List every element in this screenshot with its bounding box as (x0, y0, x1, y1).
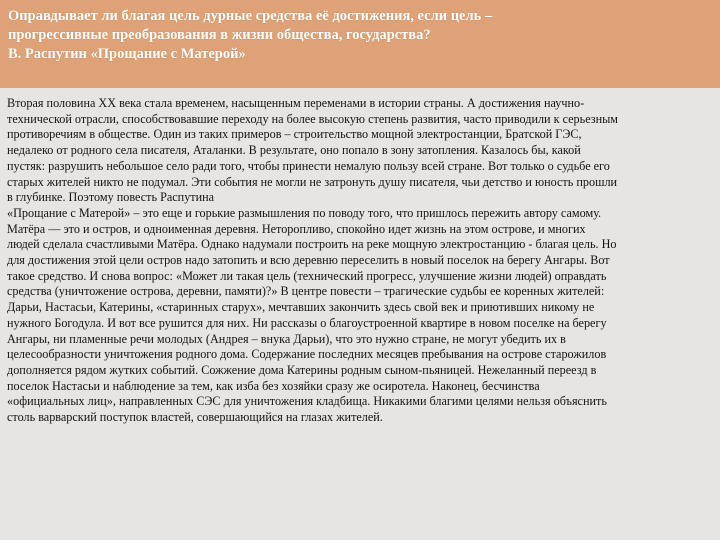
text-line: целесообразности уничтожения родного дома. Содержание последних месяцев пребывания на острове старожилов (7, 347, 607, 362)
text-line: Ангары, ни пламенные речи молодых (Андрея – внука Дарьи), что это нужно стране, не могут убедить их в (7, 331, 566, 346)
text-line: столь варварский поступок властей, совершающийся на глазах жителей. (7, 410, 383, 425)
text-line: в глубинке. Поэтому повесть Распутина (7, 190, 215, 205)
text-line: Вторая половина XX века стала временем, насыщенным переменами в истории страны. А достижения научно- (7, 96, 585, 110)
text-line: нужного Богодула. И вот все рушится для них. Ни рассказы о благоустроенной квартире в новом поселке на берегу (7, 315, 607, 330)
text-line: средства (уничтожение острова, деревни, памяти)?» В центре повести – трагические судьбы ее коренных жителей: (7, 284, 605, 299)
text-line: старых жителей никто не подумал. Эти события не могли не затронуть душу писателя, чьи детство и юность прошли (7, 174, 618, 189)
title-line-2: прогрессивные преобразования в жизни общества, государства? (8, 27, 431, 43)
title-banner (0, 0, 720, 88)
text-line: дополняется рядом жутких событий. Сожжение дома Катерины родным сыном-пьяницей. Нежеланный переезд в (7, 362, 597, 377)
title-line-1: Оправдывает ли благая цель дурные средства её достижения, если цель – (8, 8, 493, 24)
text-line: людей сделала счастливыми Матёра. Однако надумали построить на реке мощную электростанцию - благая цель. Но (7, 237, 617, 252)
text-line: Матёра — это и остров, и одноименная деревня. Неторопливо, спокойно идет жизнь на этом острове, и многих (7, 221, 586, 236)
text-line: «Прощание с Матерой» – это еще и горькие размышления по поводу того, что пришлось пережить автору самому. (7, 205, 602, 220)
title-line-3: В. Распутин «Прощание с Матерой» (8, 46, 246, 62)
essay-text (7, 96, 715, 426)
text-line: поселок Настасьи и наблюдение за тем, как изба без хозяйки сразу же осиротела. Наконец, бесчинства (7, 378, 540, 393)
text-line: Дарьи, Настасьи, Катерины, «старинных старух», мечтавших закончить здесь свой век и приютивших никому не (7, 300, 595, 315)
text-line: технической отрасли, способствовавшие переходу на более высокую степень развития, часто приводили к серьезным (7, 111, 618, 126)
text-line: пустяк: разрушить небольшое село ради того, чтобы принести немалую пользу всей стране. Вот только о судьбе его (7, 158, 610, 173)
text-line: недалеко от родного села писателя, Аталанки. В результате, оно попало в зону затопления. Казалось бы, какой (7, 143, 581, 158)
text-line: такое средство. И снова вопрос: «Может ли такая цель (технический прогресс, улучшение жизни людей) оправдать (7, 268, 607, 283)
text-line: для достижения этой цели остров надо затопить и всю деревню переселить в новый поселок на берегу Ангары. Вот (7, 253, 610, 268)
text-line: противоречиям в обществе. Один из таких примеров – строительство мощной электростанции, Братской ГЭС, (7, 127, 582, 142)
text-line: «официальных лиц», направленных СЭС для уничтожения кладбища. Никакими благими целями нельзя объяснить (7, 394, 607, 409)
